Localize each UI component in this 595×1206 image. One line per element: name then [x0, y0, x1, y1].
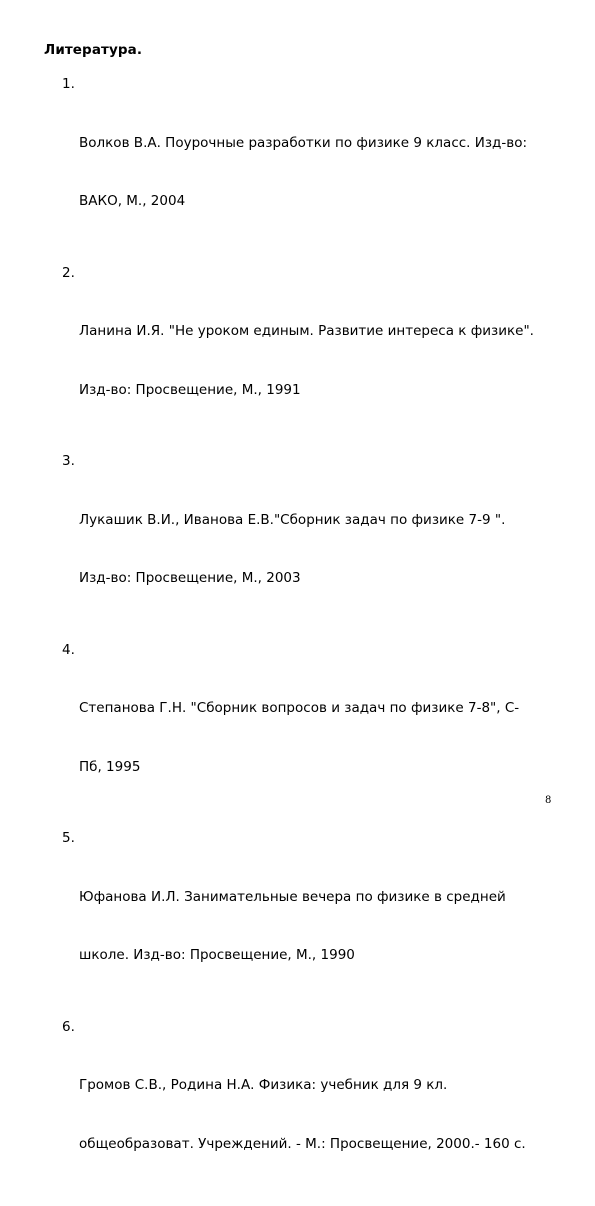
reference-item-4: [62, 641, 562, 817]
reference-list: [62, 75, 562, 1206]
reference-line: ВАКО, М., 2004: [79, 193, 186, 209]
reference-item-3: [62, 452, 562, 628]
reference-item-2: [62, 264, 562, 440]
reference-line: Ланина И.Я. "Не уроком единым. Развитие интереса к физике".: [79, 323, 534, 339]
reference-item-1: [62, 75, 562, 251]
reference-line: Изд-во: Просвещение, М., 1991: [79, 381, 301, 398]
reference-number: 5.: [62, 830, 75, 846]
reference-number: 3.: [62, 453, 75, 469]
reference-item-5: [62, 829, 562, 1005]
reference-item-6: [62, 1018, 562, 1194]
section-heading: Литература.: [44, 42, 143, 58]
reference-number: 2.: [62, 264, 75, 281]
reference-line: Волков В.А. Поурочные разработки по физике 9 класс. Изд-во:: [79, 134, 528, 151]
reference-number: 1.: [62, 76, 75, 92]
reference-line: Лукашик В.И., Иванова Е.В."Сборник задач по физике 7-9 ".: [79, 511, 506, 528]
reference-line: Юфанова И.Л. Занимательные вечера по физике в средней: [79, 888, 506, 905]
page-number: 8: [545, 795, 552, 806]
reference-line: Громов С.В., Родина Н.А. Физика: учебник для 9 кл.: [79, 1077, 448, 1093]
reference-number: 4.: [62, 641, 75, 658]
reference-line: общеобразоват. Учреждений. - М.: Просвещение, 2000.- 160 с.: [79, 1135, 526, 1152]
reference-line: Пб, 1995: [79, 758, 141, 775]
reference-number: 6.: [62, 1018, 75, 1035]
reference-line: школе. Изд-во: Просвещение, М., 1990: [79, 947, 355, 963]
reference-line: Степанова Г.Н. "Сборник вопросов и задач по физике 7-8", С-: [79, 700, 520, 716]
reference-line: Изд-во: Просвещение, М., 2003: [79, 570, 301, 586]
